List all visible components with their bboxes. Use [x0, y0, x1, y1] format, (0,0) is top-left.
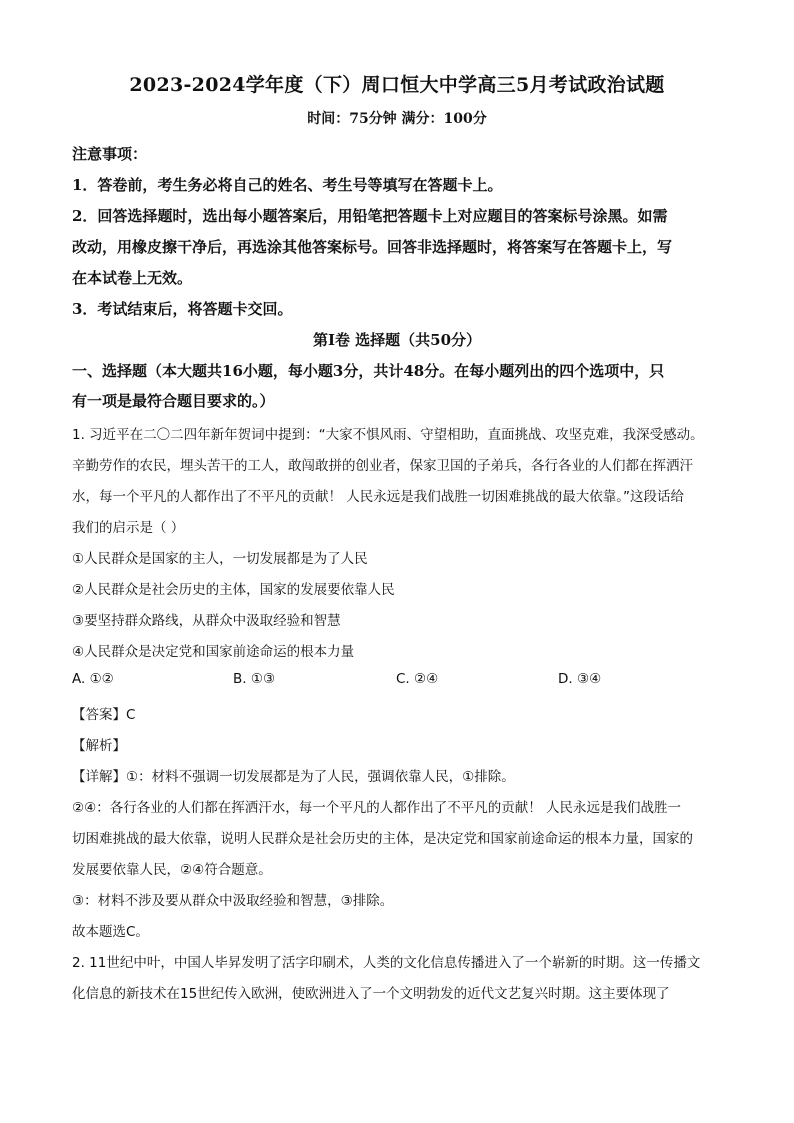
q1-detail-line-2: ②④：各行各业的人们都在挥洒汗水，每一个平凡的人都作出了不平凡的贡献！ 人民永远是我们战胜一: [72, 800, 681, 816]
notice-heading: 注意事项：: [72, 145, 148, 163]
q1-statement-1: ①人民群众是国家的主人，一切发展都是为了人民: [72, 551, 368, 567]
notice-item-2-line-1: 2．回答选择题时，选出每小题答案后，用铅笔把答题卡上对应题目的答案标号涂黑。如需: [72, 207, 668, 225]
q1-stem-line-2: 辛勤劳作的农民，埋头苦干的工人，敢闯敢拼的创业者，保家卫国的子弟兵，各行各业的人们都在挥洒汗: [72, 458, 693, 474]
notice-item-2-line-3: 在本试卷上无效。: [72, 269, 193, 287]
notice-item-2-line-2: 改动，用橡皮擦干净后，再选涂其他答案标号。回答非选择题时，将答案写在答题卡上，写: [72, 238, 673, 256]
q1-stem-line-4: 我们的启示是（ ）: [72, 520, 185, 536]
q1-option-c: C. ②④: [396, 671, 439, 687]
q1-statement-4: ④人民群众是决定党和国家前途命运的根本力量: [72, 644, 355, 660]
section-instructions-line-2: 有一项是最符合题目要求的。）: [72, 392, 275, 410]
exam-subtitle: 时间：75分钟 满分：100分: [307, 111, 487, 127]
part-title: 第Ⅰ卷 选择题（共50分）: [312, 331, 482, 349]
q1-answer: 【答案】C: [72, 707, 136, 723]
q1-detail-line-5: ③：材料不涉及要从群众中汲取经验和智慧，③排除。: [72, 893, 394, 909]
q1-detail-line-4: 发展要依靠人民，②④符合题意。: [72, 862, 272, 878]
q1-analysis-heading: 【解析】: [72, 738, 126, 754]
exam-title: 2023-2024学年度（下）周口恒大中学高三5月考试政治试题: [129, 74, 665, 96]
notice-item-1: 1．答卷前，考生务必将自己的姓名、考生号等填写在答题卡上。: [72, 176, 503, 194]
q1-statement-3: ③要坚持群众路线，从群众中汲取经验和智慧: [72, 613, 341, 629]
q1-option-d: D. ③④: [558, 671, 602, 687]
q2-stem-line-1: 2. 11世纪中叶，中国人毕昇发明了活字印刷术，人类的文化信息传播进入了一个崭新的时期。这一传播文: [72, 955, 701, 971]
q2-stem-line-2: 化信息的新技术在15世纪传入欧洲，使欧洲进入了一个文明勃发的近代文艺复兴时期。这主要体现了: [72, 986, 670, 1002]
q1-option-b: B. ①③: [233, 671, 276, 687]
notice-item-3: 3．考试结束后，将答题卡交回。: [72, 300, 293, 318]
q1-detail-line-3: 切困难挑战的最大依靠，说明人民群众是社会历史的主体，是决定党和国家前途命运的根本力量，国家的: [72, 831, 693, 847]
q1-detail-line-1: 【详解】①：材料不强调一切发展都是为了人民，强调依靠人民，①排除。: [72, 769, 515, 785]
q1-conclusion: 故本题选C。: [72, 924, 149, 940]
q1-statement-2: ②人民群众是社会历史的主体，国家的发展要依靠人民: [72, 582, 395, 598]
q1-stem-line-1: 1. 习近平在二〇二四年新年贺词中提到：“大家不惧风雨、守望相助，直面挑战、攻坚克难，我深受感动。: [72, 427, 704, 443]
q1-stem-line-3: 水，每一个平凡的人都作出了不平凡的贡献！ 人民永远是我们战胜一切困难挑战的最大依靠。”这段话给: [72, 489, 685, 505]
q1-option-a: A. ①②: [72, 671, 114, 687]
section-instructions-line-1: 一、选择题（本大题共16小题，每小题3分，共计48分。在每小题列出的四个选项中，只: [72, 362, 665, 380]
